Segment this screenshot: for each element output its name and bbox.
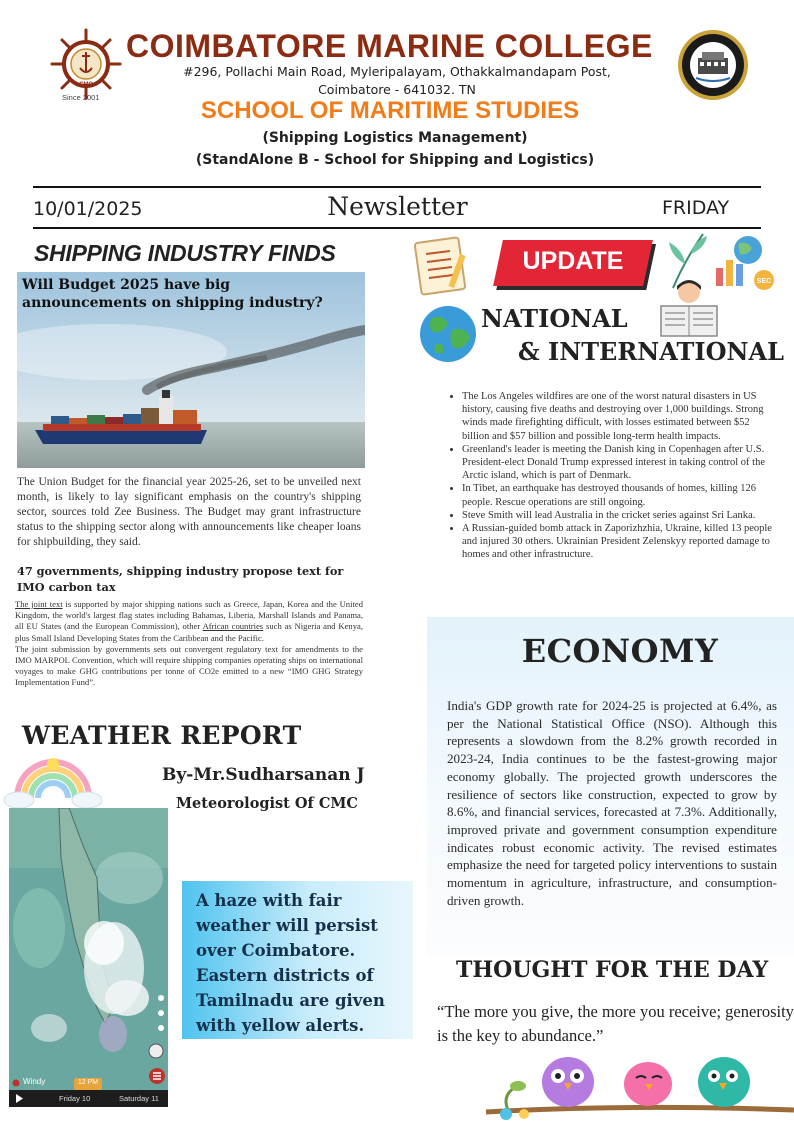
economy-heading: ECONOMY [521, 632, 719, 670]
african-countries-link[interactable]: African countries [202, 621, 264, 632]
issue-date: 10/01/2025 [33, 198, 143, 220]
news-list [448, 390, 773, 562]
notepad-icon [410, 234, 472, 296]
since-label: Since 2001 [62, 93, 100, 102]
school-name: SCHOOL OF MARITIME STUDIES [200, 97, 580, 124]
news-item: • Steve Smith will lead Australia in the cricket series against Sri Lanka. [462, 509, 773, 522]
thought-heading: THOUGHT FOR THE DAY [456, 957, 769, 983]
thought-quote: “The more you give, the more you receive; generosity is the key to abundance.” [437, 1002, 794, 1045]
news-item: • The Los Angeles wildfires are one of the worst natural disasters in US history, causing five deaths and destroying over 1,000 buildings. Strong winds made firefighting difficult, with losses estimated between $52 billion and $57 billion and possible long-term health impacts. [462, 390, 773, 443]
imo-carbon-tax-headline: 47 governments, shipping industry propose text for IMO carbon tax [17, 564, 344, 594]
address-line1: #296, Pollachi Main Road, Myleripalayam, Othakkalmandapam Post, [183, 64, 611, 79]
newsletter-title: Newsletter [327, 192, 468, 221]
article-part-b: such as Nigeria and Kenya, plus Small Island Developing States from the Caribbean and the Pacific. [15, 621, 363, 643]
imo-carbon-tax-article [15, 599, 363, 689]
standalone-subtitle: (StandAlone B - School for Shipping and Logistics) [195, 152, 595, 168]
news-item: • Greenland's leader is meeting the Danish king in Copenhagen after U.S. President-elect Donald Trump expressed interest in taking control of the Arctic island, which is part of Denmark. [462, 443, 773, 483]
budget-headline: Will Budget 2025 have big announcements on shipping industry? [22, 277, 323, 311]
map-time: 12 PM [77, 1079, 99, 1086]
college-logo [48, 26, 124, 102]
rainbow-cloud-icon [3, 754, 103, 808]
globe-icon [418, 304, 478, 364]
map-day2[interactable]: Saturday 11 [119, 1094, 159, 1103]
program-subtitle: (Shipping Logistics Management) [262, 130, 528, 146]
joint-text-link[interactable]: The joint text [15, 599, 63, 609]
windy-brand: Windy [23, 1077, 46, 1086]
article-part-a: is supported by major shipping nations such as Greece, Japan, Korea and the United Kingdom, the world's largest flag states including Bahamas, Liberia, Marshall Islands and Panama, all EU States (and the European Commission), other [15, 599, 363, 632]
logo-letters: CMC [79, 82, 93, 88]
address-line2: Coimbatore - 641032. TN [318, 82, 476, 97]
national-heading: NATIONAL [481, 304, 628, 333]
bottom-rule [33, 227, 761, 229]
weather-map [9, 808, 168, 1107]
issue-day: FRIDAY [662, 197, 730, 219]
college-name: COIMBATORE MARINE COLLEGE [126, 28, 653, 64]
update-label: UPDATE [522, 247, 624, 275]
college-seal-icon [676, 28, 750, 102]
forecast-text: A haze with fair weather will persist over Coimbatore. Eastern districts of Tamilnadu are given with yellow alerts. [196, 891, 385, 1035]
budget-article: The Union Budget for the financial year 2025-26, set to be unveiled next month, is likely to lay significant emphasis on the country's shipping sector, sources told Zee Business. The Budget may grant infrastructure status to the shipping sector along with announcements like cheaper loans for shipbuilding, they said. [17, 476, 361, 548]
map-day1[interactable]: Friday 10 [59, 1094, 91, 1103]
newspaper-reader-icon [655, 278, 723, 340]
shipping-heading: SHIPPING INDUSTRY FINDS [34, 240, 336, 266]
international-heading: & INTERNATIONAL [518, 337, 784, 366]
weather-heading: WEATHER REPORT [22, 721, 302, 750]
news-item: • In Tibet, an earthquake has destroyed thousands of homes, killing 126 people. Rescue operations are still ongoing. [462, 482, 773, 508]
author-role: Meteorologist Of CMC [176, 795, 358, 812]
weather-author: By-Mr.Sudharsanan J [162, 765, 365, 785]
article-part-c: The joint submission by governments sets out convergent regulatory text for amendments to the IMO MARPOL Convention, which will require shipping companies operating ships on international voyages to make GHG contributions per tonne of CO2e emitted to a new “IMO GHG Strategy Implementation Fund”. [15, 643, 363, 688]
news-item: • A Russian-guided bomb attack in Zaporizhzhia, Ukraine, killed 13 people and injured 30 others. Ukrainian President Zelenskyy reported damage to homes and other infrastructure. [462, 522, 773, 562]
economy-article: India's GDP growth rate for 2024-25 is projected at 6.4%, as per the National Statistical Office (NSO). Although this represents a slowdown from the 8.2% growth recorded in 2023-24, India continues to be the fastest-growing major economy globally. The projected growth underscores the resilience of sectors like construction, expected to grow by 8.6%, and financial services, forecasted at 7.3%. Additionally, improved private and government consumption expenditure indicates robust economic activity. The revised estimates emphasize the need for targeted policy interventions to sustain momentum in agriculture, infrastructure, and consumption-driven growth. [447, 698, 777, 908]
birds-on-branch-illustration [478, 1052, 794, 1123]
top-rule [33, 186, 761, 188]
coin-label: SEC [756, 278, 772, 285]
